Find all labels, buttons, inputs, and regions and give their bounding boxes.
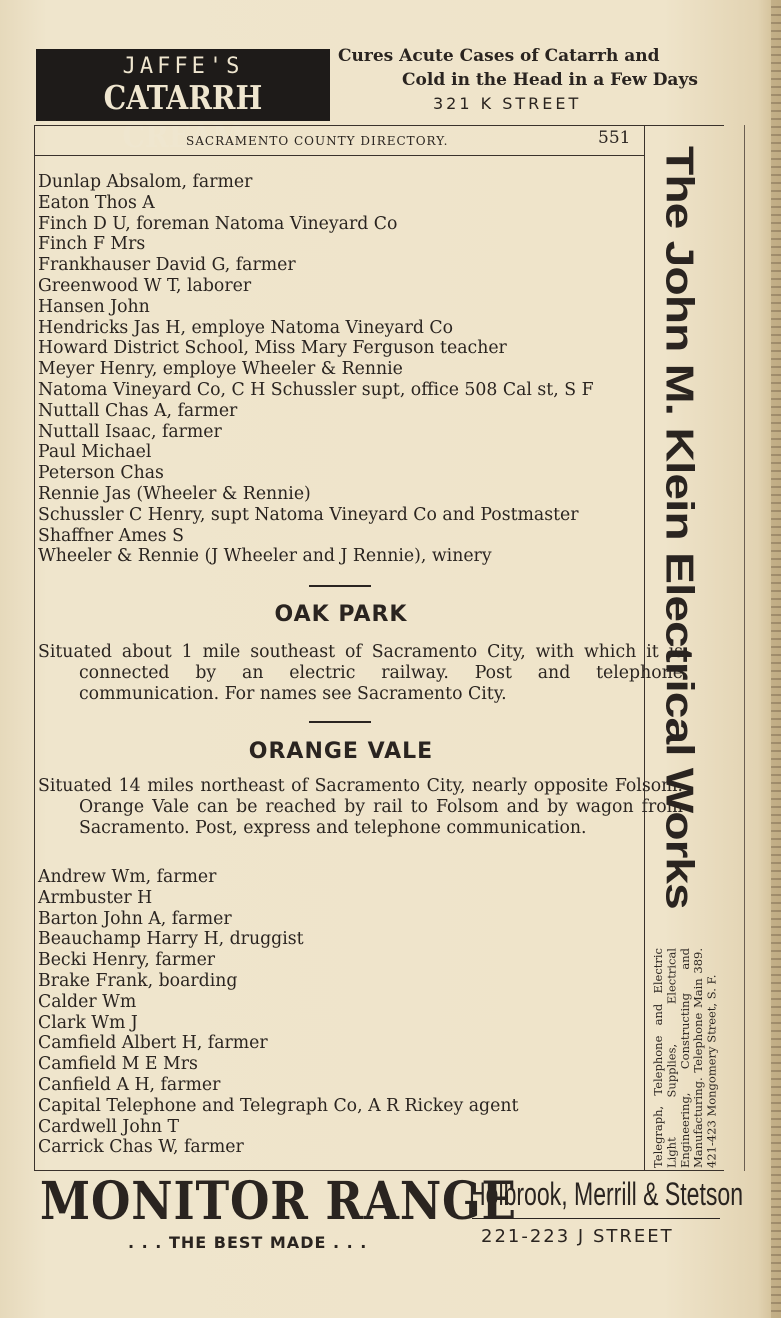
oak-park-heading: OAK PARK	[274, 602, 408, 627]
directory-entry: Natoma Vineyard Co, C H Schussler supt, office 508 Cal st, S F	[38, 379, 594, 400]
ad-product-name: CATARRH CREAM	[103, 78, 263, 155]
running-head: SACRAMENTO COUNTY DIRECTORY.	[186, 134, 449, 148]
frame-top-rule	[34, 125, 724, 126]
directory-entry: Wheeler & Rennie (J Wheeler and J Rennie), winery	[38, 546, 492, 567]
directory-entry: Clark Wm J	[38, 1012, 138, 1033]
directory-entry: Cardwell John T	[38, 1116, 180, 1137]
directory-entry: Capital Telephone and Telegraph Co, A R Rickey agent	[38, 1095, 519, 1116]
directory-entry: Shaffner Ames S	[38, 525, 184, 546]
directory-entry: Calder Wm	[38, 991, 137, 1012]
monitor-range-tagline: . . . THE BEST MADE . . .	[128, 1233, 368, 1252]
directory-entry: Finch F Mrs	[38, 234, 146, 255]
ad-brand-name: JAFFE'S	[122, 54, 244, 79]
directory-entry: Armbuster H	[38, 887, 153, 908]
dealer-name: Holbrook, Merrill & Stetson	[469, 1176, 744, 1212]
directory-entry: Carrick Chas W, farmer	[38, 1137, 244, 1158]
dealer-address: 221-223 J STREET	[481, 1226, 674, 1247]
directory-entry: Eaton Thos A	[38, 192, 155, 213]
directory-entry: Andrew Wm, farmer	[38, 867, 217, 887]
top-ad-address: 321 K STREET	[433, 94, 582, 113]
directory-entry: Brake Frank, boarding	[38, 970, 238, 991]
directory-entry: Nuttall Chas A, farmer	[38, 400, 238, 421]
directory-entry: Dunlap Absalom, farmer	[38, 172, 253, 192]
directory-entry: Greenwood W T, laborer	[38, 275, 252, 296]
directory-entries-orange-vale	[38, 867, 644, 1158]
oak-park-description: Situated about 1 mile southeast of Sacramento City, with which it is connected by an electric railway. Post and telephone communication. For names see Sacramento City.	[38, 642, 683, 704]
page-number: 551	[598, 128, 631, 148]
directory-entry: Peterson Chas	[38, 463, 164, 484]
dealer-rule	[472, 1218, 720, 1219]
section-divider	[309, 721, 371, 723]
directory-entry: Finch D U, foreman Natoma Vineyard Co	[38, 213, 398, 234]
directory-entry: Barton John A, farmer	[38, 908, 232, 929]
top-ad-line-2: Cold in the Head in a Few Days	[402, 70, 698, 90]
directory-entry: Camfield M E Mrs	[38, 1054, 198, 1075]
section-divider	[309, 585, 371, 587]
directory-entry: Paul Michael	[38, 442, 152, 463]
directory-entry: Hansen John	[38, 296, 150, 317]
frame-left-rule	[34, 125, 35, 1171]
monitor-range-ad: MONITOR RANGE	[40, 1171, 517, 1232]
orange-vale-heading: ORANGE VALE	[248, 739, 434, 764]
directory-entry: Schussler C Henry, supt Natoma Vineyard Co and Postmaster	[38, 504, 579, 525]
klein-electrical-works-ad: The John M. Klein Electrical Works	[657, 146, 701, 909]
klein-ad-details: Telegraph, Telephone and Electric Light Supplies, Electrical Engineering, Constructing and Manufacturing. Telephone Main 389. 421-423 Mongomery Street, S. F.	[651, 948, 719, 1168]
directory-entry: Frankhauser David G, farmer	[38, 255, 296, 276]
directory-entries-natoma	[38, 172, 644, 567]
header-rule	[34, 155, 644, 156]
directory-entry: Nuttall Isaac, farmer	[38, 421, 222, 442]
directory-entry: Hendricks Jas H, employe Natoma Vineyard Co	[38, 317, 454, 338]
directory-entry: Becki Henry, farmer	[38, 950, 216, 971]
orange-vale-description: Situated 14 miles northeast of Sacramento City, nearly opposite Folsom. Orange Vale can be reached by rail to Folsom and by wagon from Sacramento. Post, express and telephone communication.	[38, 776, 683, 838]
directory-entry: Meyer Henry, employe Wheeler & Rennie	[38, 359, 403, 380]
top-ad-line-1: Cures Acute Cases of Catarrh and	[338, 46, 660, 66]
top-ad-text	[338, 44, 718, 116]
directory-entry: Howard District School, Miss Mary Ferguson teacher	[38, 338, 507, 359]
directory-entry: Beauchamp Harry H, druggist	[38, 929, 304, 950]
frame-right-rule	[744, 125, 745, 1171]
directory-entry: Canfield A H, farmer	[38, 1074, 221, 1095]
directory-entry: Camfield Albert H, farmer	[38, 1033, 268, 1054]
directory-entry: Rennie Jas (Wheeler & Rennie)	[38, 483, 311, 504]
book-binding-edge	[771, 0, 781, 1318]
